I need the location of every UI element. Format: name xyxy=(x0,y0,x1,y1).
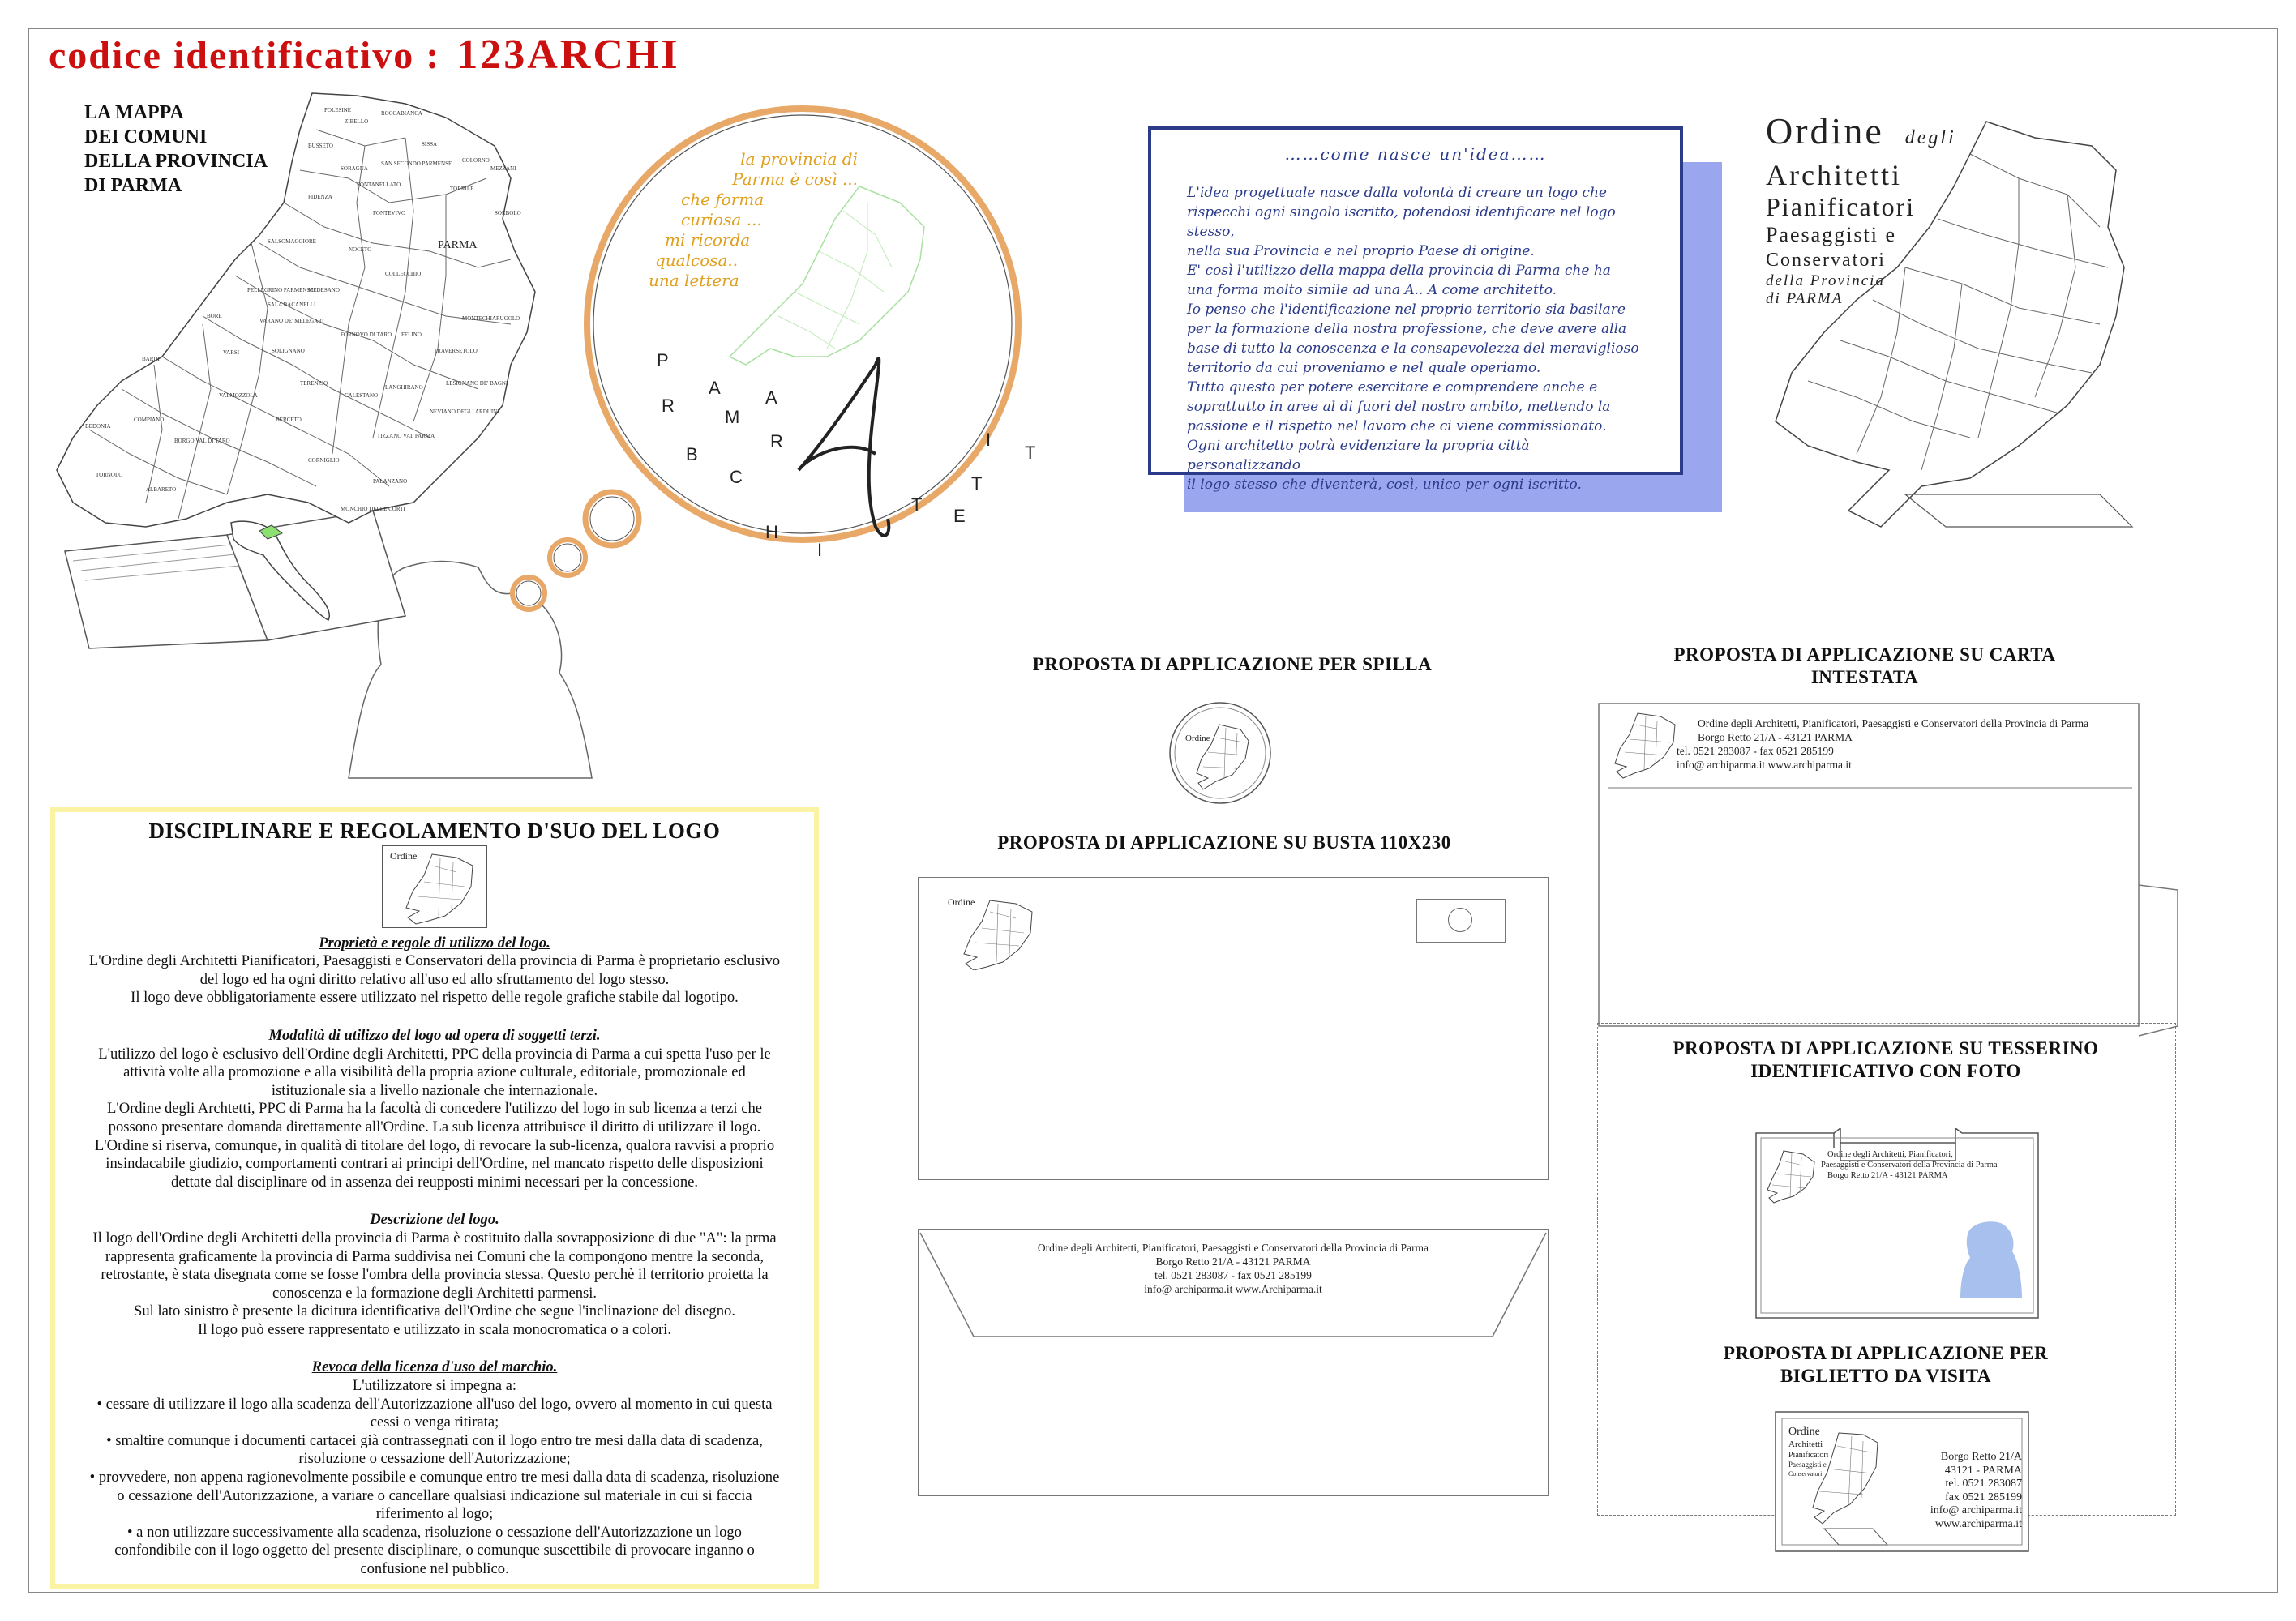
code-value: 123ARCHI xyxy=(456,32,680,78)
comune-label: BORE xyxy=(207,313,222,319)
biglietto-logo-line: Architetti xyxy=(1788,1439,1823,1449)
idea-line: E' così l'utilizzo della mappa della provincia di Parma che ha xyxy=(1187,263,1611,279)
regolamento-logo xyxy=(382,845,487,928)
idea-line: per la formazione della nostra professione, che deve avere alla xyxy=(1187,321,1627,337)
tesserino-text xyxy=(1821,1149,1998,1181)
logo-line: degli xyxy=(1904,127,1956,148)
busta-logo xyxy=(941,892,1047,970)
thought-bubble xyxy=(486,49,1200,632)
bubble-small-2 xyxy=(550,540,585,575)
busta-back-address xyxy=(919,1241,1548,1296)
spilla-title: PROPOSTA DI APPLICAZIONE PER SPILLA xyxy=(1032,654,1433,674)
logo-line: Pianificatori xyxy=(1766,192,1916,221)
idea-line: base di tutto la conoscenza e la consapevolezza del meraviglioso xyxy=(1187,340,1639,357)
comune-label: FELINO xyxy=(401,331,422,338)
regolamento-line: o cessazione dell'Autorizzazione, a variare o cancellare qualsiasi indicazione sul materiale in cui si faccia xyxy=(117,1486,752,1504)
comune-label: SORBOLO xyxy=(495,210,521,216)
regolamento-line: Il logo dell'Ordine degli Architetti della provincia di Parma è costituito dalla sovrapposizione di due "A": la prma xyxy=(92,1229,777,1247)
bubble-letter: I xyxy=(986,430,992,450)
comune-label: CORNIGLIO xyxy=(308,457,340,464)
comune-label: FORNOVO DI TARO xyxy=(341,331,392,338)
comune-label: TRAVERSETOLO xyxy=(434,348,478,354)
biglietto-logo-line: Paesaggisti e xyxy=(1788,1461,1827,1469)
idea-box xyxy=(1148,126,1683,493)
comune-label: FIDENZA xyxy=(308,194,332,200)
comune-label: FONTANELLATO xyxy=(357,182,401,188)
map-title-line: DEI COMUNI xyxy=(84,126,208,148)
regolamento-line: confusione nel pubblico. xyxy=(360,1560,509,1577)
tesserino-title-line: PROPOSTA DI APPLICAZIONE SU TESSERINO xyxy=(1673,1038,2099,1059)
bubble-phrase-line: Parma è così ... xyxy=(732,169,858,189)
regolamento-line: L'Ordine si riserva, comunque, in qualità di titolare del logo, di revocare la sub-licenza, qualora ravvisi a proprio xyxy=(94,1136,775,1154)
comune-label: MONTECHIARUGOLO xyxy=(462,315,520,322)
biglietto-line: Borgo Retto 21/A xyxy=(1940,1451,2022,1463)
regolamento-line: riferimento al logo; xyxy=(375,1505,494,1523)
regolamento-heading: Proprietà e regole di utilizzo del logo. xyxy=(319,934,550,952)
regolamento-line: possono presentare domanda direttamente all'Ordine. La sub licenza attribuisce il diritto di utilizzare il logo. xyxy=(108,1118,761,1136)
comune-label: PALANZANO xyxy=(373,478,408,485)
bubble-letter: M xyxy=(725,407,740,427)
comune-label: NOCETO xyxy=(349,246,372,253)
regolamento-line: confondibile con il logo oggetto del presente disciplinare, o comunque suscettibile di provocare inganno o xyxy=(114,1542,755,1559)
idea-line: il logo stesso che diventerà, così, unico per ogni iscritto. xyxy=(1187,477,1582,493)
comune-label: TORRILE xyxy=(450,186,474,192)
carta-title-line: INTESTATA xyxy=(1810,667,1919,687)
busta-front xyxy=(918,877,1549,1180)
carta-title-line: PROPOSTA DI APPLICAZIONE SU CARTA xyxy=(1673,644,2056,665)
idea-line: rispecchi ogni singolo iscritto, potendosi identificare nel logo stesso, xyxy=(1187,204,1616,240)
idea-line: soprattutto in aree al di fuori del nostro ambito, mettendo la xyxy=(1187,399,1611,415)
biglietto-line: www.archiparma.it xyxy=(1934,1517,2022,1530)
comune-label: ROCCABIANCA xyxy=(381,110,422,117)
busta-back xyxy=(918,1229,1549,1496)
comune-label: TERENZIO xyxy=(300,380,328,387)
regolamento-line: L'Ordine degli Architetti Pianificatori, Paesaggisti e Conservatori della provincia di Parma è proprietario esclusivo xyxy=(88,952,781,970)
regolamento-line: Sul lato sinistro è presente la dicitura identificativa dell'Ordine che segue l'inclinazione del disegno. xyxy=(134,1302,735,1320)
logo-line: di PARMA xyxy=(1766,290,1844,307)
biglietto-logo-line: Ordine xyxy=(1788,1426,1820,1438)
comune-label: BEDONIA xyxy=(85,423,111,430)
bubble-phrase-line: mi ricorda xyxy=(665,230,751,250)
bubble-phrase-line: una lettera xyxy=(649,271,739,290)
tesserino-line: Ordine degli Architetti, Pianificatori, xyxy=(1827,1150,1953,1159)
regolamento-line: • cessare di utilizzare il logo alla scadenza dell'Autorizzazione all'uso del logo, ovvero al momento in cui questa xyxy=(96,1395,773,1413)
biglietto-line: info@ archiparma.it xyxy=(1930,1504,2022,1516)
biglietto-text xyxy=(1894,1451,2022,1531)
bubble-letter: E xyxy=(953,506,966,526)
regolamento-line: istituzionale sia a livello nazionale che internazionale. xyxy=(271,1081,598,1099)
regolamento-line: • smaltire comunque i documenti cartacei già contrassegnati con il logo entro tre mesi dalla data di scadenza, xyxy=(106,1431,763,1449)
idea-line: L'idea progettuale nasce dalla volontà di creare un logo che xyxy=(1187,185,1607,201)
idea-line: una forma molto simile ad una A.. A come architetto. xyxy=(1187,282,1557,298)
regolamento-line: L'utilizzo del logo è esclusivo dell'Ordine degli Architetti, PPC della provincia di Parma a cui spetta l'uso per le xyxy=(98,1045,771,1063)
bubble-phrase-line: la provincia di xyxy=(740,149,858,169)
bubble-phrase-line: qualcosa.. xyxy=(655,250,739,270)
regolamento-line: Il logo deve obbligatoriamente essere utilizzato nel rispetto delle regole grafiche stabile dal logotipo. xyxy=(131,989,739,1007)
regolamento-line: insindacabile giudizio, comportamenti contrari ai principi dell'Ordine, nel mancato rispetto delle disposizioni xyxy=(105,1155,764,1173)
carta-line: Ordine degli Architetti, Pianificatori, Paesaggisti e Conservatori della Provincia di Parma xyxy=(1698,717,2089,729)
biglietto-title-line: BIGLIETTO DA VISITA xyxy=(1780,1366,1992,1386)
idea-line: Ogni architetto potrà evidenziare la propria città personalizzando xyxy=(1187,438,1530,473)
logo-small-icon xyxy=(383,846,486,926)
comune-label: BUSSETO xyxy=(308,143,333,149)
regolamento-box xyxy=(50,807,819,1589)
busta-back-line: Borgo Retto 21/A - 43121 PARMA xyxy=(1155,1255,1311,1268)
logo-line: Ordine xyxy=(1766,110,1884,152)
regolamento-line: dettate dal disciplinare od in assenza dei reupposti minimi necessari per la concessione. xyxy=(170,1173,699,1191)
bubble-letter: B xyxy=(686,444,698,464)
logo-large-text xyxy=(1766,110,1956,308)
comune-label: VARANO DE' MELEGARI xyxy=(259,318,324,324)
comune-label: ZIBELLO xyxy=(345,118,369,125)
busta-back-line: Ordine degli Architetti, Pianificatori, Paesaggisti e Conservatori della Provincia di Parma xyxy=(1037,1242,1429,1254)
busta-back-line: tel. 0521 283087 - fax 0521 285199 xyxy=(1154,1269,1312,1281)
idea-line: territorio da cui proveniamo e nel quale operiamo. xyxy=(1187,360,1541,376)
comune-label: NEVIANO DEGLI ARDUINI xyxy=(430,408,499,415)
regolamento-heading: Descrizione del logo. xyxy=(370,1211,499,1229)
comune-label: FONTEVIVO xyxy=(373,210,406,216)
regolamento-heading: Revoca della licenza d'uso del marchio. xyxy=(311,1358,558,1376)
comune-label: POLESINE xyxy=(324,107,352,113)
logo-line: Paesaggisti e xyxy=(1766,223,1897,246)
comune-label: PELLEGRINO PARMENSE xyxy=(247,287,314,293)
idea-line: Tutto questo per potere esercitare e comprendere anche e xyxy=(1187,379,1598,396)
regolamento-line: del logo ed ha ogni diritto relativo all'uso ed allo sfruttamento del logo stesso. xyxy=(199,970,670,988)
biglietto-title-line: PROPOSTA DI APPLICAZIONE PER xyxy=(1723,1343,2049,1363)
bubble-letter: C xyxy=(730,467,743,487)
bubble-letter: R xyxy=(770,431,783,451)
regolamento-title: DISCIPLINARE E REGOLAMENTO D'SUO DEL LOGO xyxy=(148,819,721,843)
stamp-circle-icon xyxy=(1448,908,1472,932)
bubble-letter: I xyxy=(817,540,823,560)
comune-label: MEZZANI xyxy=(490,165,516,172)
bubble-letter: T xyxy=(911,494,923,515)
regolamento-heading: Modalità di utilizzo del logo ad opera di soggetti terzi. xyxy=(268,1026,601,1044)
comune-label: SOLIGNANO xyxy=(272,348,305,354)
comune-label: TORNOLO xyxy=(96,472,123,478)
comune-label: VARSI xyxy=(223,349,240,356)
tesserino-title-line: IDENTIFICATIVO CON FOTO xyxy=(1750,1061,2021,1081)
regolamento-line: attività volte alla promozione e alla visibilità della propria azione culturale, editoriale, promozionale ed xyxy=(123,1063,746,1081)
busta-back-line: info@ archiparma.it www.Archiparma.it xyxy=(1144,1283,1322,1295)
comune-label: SISSA xyxy=(422,141,438,148)
regolamento-line: conoscenza e la formazione degli Architetti parmensi. xyxy=(272,1284,598,1302)
busta-title: PROPOSTA DI APPLICAZIONE SU BUSTA 110X230 xyxy=(997,832,1451,853)
bubble-phrase-2 xyxy=(649,190,778,291)
idea-line: nella sua Provincia e nel proprio Paese di origine. xyxy=(1187,243,1535,259)
tesserino-line: Borgo Retto 21/A - 43121 PARMA xyxy=(1827,1171,1948,1180)
comune-label: SORAGNA xyxy=(341,165,368,172)
biglietto-logo-line: Pianificatori xyxy=(1788,1451,1829,1460)
comune-label: MEDESANO xyxy=(308,287,340,293)
parma-label: PARMA xyxy=(438,239,478,251)
comune-label: SALA BACANELLI xyxy=(268,302,316,308)
map-title-line: LA MAPPA xyxy=(84,102,184,123)
regolamento-line: L'Ordine degli Archtetti, PPC di Parma ha la facoltà di concedere l'utilizzo del logo in sub licenza a terzi che xyxy=(106,1100,763,1118)
regolamento-line: retrostante, è stata disegnata come se fosse l'ombra della provincia stessa. Questo perchè il territorio proietta la xyxy=(101,1266,769,1284)
comune-label: ALBARETO xyxy=(146,486,177,493)
carta-header-text xyxy=(1677,716,2089,772)
spilla-badge xyxy=(1167,700,1273,806)
bubble-small-3 xyxy=(512,577,545,609)
biglietto-line: tel. 0521 283087 xyxy=(1945,1478,2022,1490)
map-title-line: DI PARMA xyxy=(84,175,182,196)
comune-label: COMPIANO xyxy=(134,417,165,423)
idea-line: Io penso che l'identificazione nel proprio territorio sia basilare xyxy=(1187,302,1626,318)
busta-stamp xyxy=(1416,899,1506,943)
regolamento-line: risoluzione o cessazione dell'Autorizzazione; xyxy=(298,1450,571,1468)
comune-label: LESIGNANO DE' BAGNI xyxy=(446,380,508,387)
regolamento-line: cessi o venga ritirata; xyxy=(370,1414,499,1431)
comune-label: COLORNO xyxy=(462,157,490,164)
regolamento-line: • a non utilizzare successivamente alla scadenza, risoluzione o cessazione dell'Autorizzazione un logo xyxy=(127,1523,742,1541)
idea-title: ……come nasce un'idea…… xyxy=(1284,144,1547,164)
logo-mini-text: Ordine xyxy=(390,849,418,862)
bubble-letter: H xyxy=(765,522,778,542)
comune-label: SALSOMAGGIORE xyxy=(268,238,316,245)
comune-label: MONCHIO DELLE CORTI xyxy=(341,506,405,512)
spilla-logo-text: Ordine xyxy=(1185,734,1210,743)
carta-title xyxy=(1581,644,2148,689)
comune-label: TIZZANO VAL PARMA xyxy=(377,433,435,439)
carta-line: tel. 0521 283087 - fax 0521 285199 xyxy=(1677,745,1834,757)
logo-line: Conservatori xyxy=(1766,250,1886,271)
comune-label: BERCETO xyxy=(276,417,302,423)
busta-logo-text: Ordine xyxy=(948,896,975,908)
comune-label: BORGO VAL DI TARO xyxy=(174,438,230,444)
big-letter-a: A xyxy=(842,481,846,488)
tesserino-line: Paesaggisti e Conservatori della Provincia di Parma xyxy=(1821,1161,1998,1170)
biglietto-logo-line: Conservatori xyxy=(1788,1470,1823,1478)
comune-label: CALESTANO xyxy=(345,392,379,399)
map-title-line: DELLA PROVINCIA xyxy=(84,151,268,172)
bubble-letter: T xyxy=(971,473,983,494)
logo-line: della Provincia xyxy=(1766,272,1885,289)
regolamento-line: L'utilizzatore si impegna a: xyxy=(352,1377,517,1395)
regolamento-line: Il logo può essere rappresentato e utilizzato in scala monocromatica o a colori. xyxy=(198,1320,671,1338)
logo-shadow-a xyxy=(1905,494,2132,527)
comune-label: VALMOZZOLA xyxy=(219,392,258,399)
code-label: codice identificativo : xyxy=(49,34,441,77)
biglietto-line: fax 0521 285199 xyxy=(1945,1491,2022,1503)
biglietto-line: 43121 - PARMA xyxy=(1944,1464,2022,1477)
bubble-letter: T xyxy=(1025,443,1036,463)
regolamento-line: rappresenta graficamente la provincia di Parma suddivisa nei Comuni che la compongono mentre la seconda, xyxy=(105,1247,765,1265)
bubble-phrase-line: che forma xyxy=(681,190,765,209)
logo-line: Architetti xyxy=(1766,159,1902,191)
biglietto-title xyxy=(1597,1342,2174,1388)
bubble-small-1 xyxy=(585,492,639,545)
comune-label: LANGHIRANO xyxy=(385,384,423,391)
comune-label: BARDI xyxy=(142,356,160,362)
carta-line: Borgo Retto 21/A - 43121 PARMA xyxy=(1698,731,1853,743)
bubble-letter: R xyxy=(662,396,675,416)
tesserino-title xyxy=(1597,1037,2174,1083)
bubble-letter: P xyxy=(657,350,669,370)
bubble-letter: A xyxy=(765,387,777,408)
bubble-phrase xyxy=(696,149,858,190)
bubble-phrase-line: curiosa ... xyxy=(681,210,762,229)
regolamento-line: • provvedere, non appena ragionevolmente possibile e comunque entro tre mesi dalla data di scadenza, risoluzione xyxy=(89,1469,780,1486)
comune-label: COLLECCHIO xyxy=(385,271,422,277)
carta-line: info@ archiparma.it www.archiparma.it xyxy=(1677,759,1852,771)
comune-label: SAN SECONDO PARMENSE xyxy=(381,160,452,167)
idea-line: passione e il rispetto nel lavoro che ci viene commissionato. xyxy=(1187,418,1607,434)
bubble-letter: A xyxy=(709,378,721,398)
